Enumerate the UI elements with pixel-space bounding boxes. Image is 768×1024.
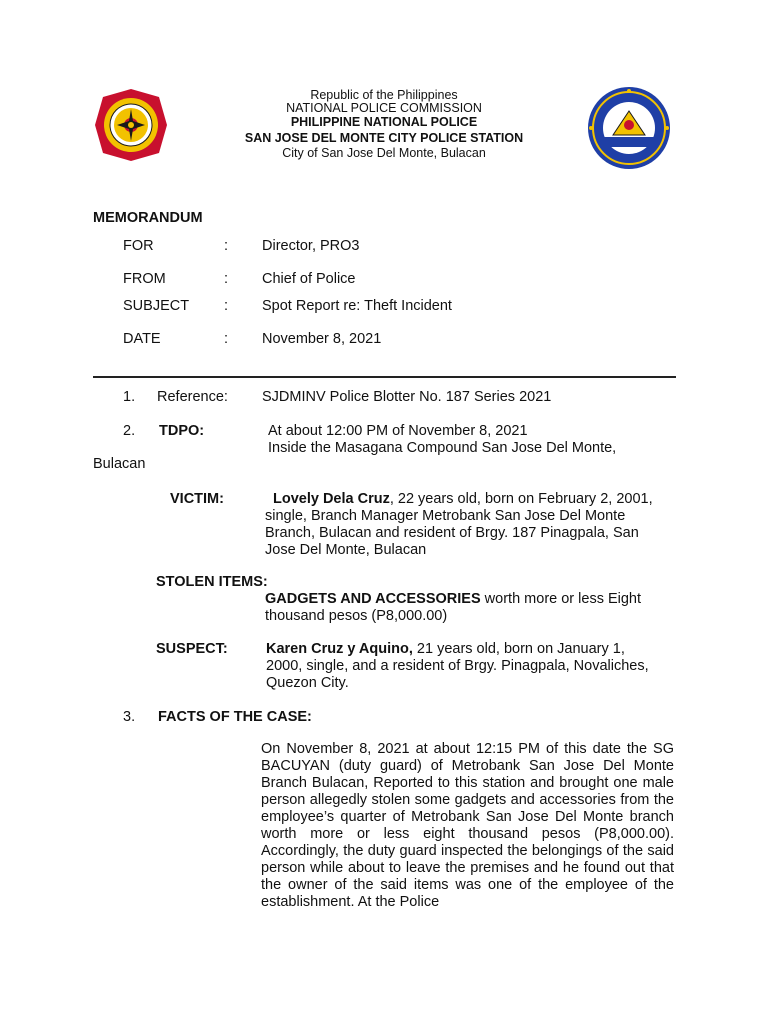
memo-value: Spot Report re: Theft Incident bbox=[262, 298, 452, 314]
memo-colon: : bbox=[224, 298, 229, 314]
memo-label: FROM bbox=[123, 271, 166, 287]
tdpo-time: At about 12:00 PM of November 8, 2021 bbox=[268, 423, 528, 439]
header-agency: PHILIPPINE NATIONAL POLICE bbox=[290, 115, 478, 129]
suspect-line1 bbox=[266, 641, 625, 657]
memo-value: November 8, 2021 bbox=[262, 331, 382, 347]
item-number: 1. bbox=[123, 389, 136, 405]
item-number: 2. bbox=[123, 423, 136, 439]
victim-line3: Branch, Bulacan and resident of Brgy. 187 Pinagpala, San bbox=[265, 525, 639, 541]
memo-colon: : bbox=[224, 238, 229, 254]
memo-colon: : bbox=[224, 331, 229, 347]
memo-value: Director, PRO3 bbox=[262, 238, 360, 254]
victim-line2: single, Branch Manager Metrobank San Jose Del Monte bbox=[265, 508, 626, 524]
facts-paragraph: On November 8, 2021 at about 12:15 PM of this date the SG BACUYAN (duty guard) of Metrobank San Jose Del Monte Branch Bulacan, Reported to this station and brought one male person allegedly stolen some gadgets and accessories from the employee’s quarter of Metrobank San Jose Del Monte branch worth more or less eight thousand pesos (P8,000.00). Accordingly, the duty guard inspected the belongings of the said person while about to leave the premises and he found out that the owner of the said items was one of the employee of the establishment. At the Police bbox=[261, 741, 674, 910]
header-republic: Republic of the Philippines bbox=[310, 88, 458, 102]
tdpo-place: Inside the Masagana Compound San Jose Del Monte, bbox=[268, 440, 617, 456]
header-station: SAN JOSE DEL MONTE CITY POLICE STATION bbox=[244, 131, 524, 145]
item-number: 3. bbox=[123, 709, 136, 725]
stolen-items-label: STOLEN ITEMS: bbox=[156, 574, 268, 590]
reference-value: SJDMINV Police Blotter No. 187 Series 2021 bbox=[262, 389, 552, 405]
header-city: City of San Jose Del Monte, Bulacan bbox=[282, 146, 486, 160]
memo-value: Chief of Police bbox=[262, 271, 356, 287]
tdpo-label: TDPO: bbox=[159, 423, 205, 439]
header-commission: NATIONAL POLICE COMMISSION bbox=[286, 101, 482, 115]
suspect-details: 21 years old, born on January 1, bbox=[412, 641, 625, 657]
stolen-item-name: GADGETS AND ACCESSORIES bbox=[265, 591, 481, 607]
memo-label: SUBJECT bbox=[123, 298, 190, 314]
stolen-item-worth: worth more or less Eight bbox=[480, 591, 642, 607]
memo-title: MEMORANDUM bbox=[93, 210, 203, 226]
victim-label: VICTIM: bbox=[170, 491, 224, 507]
suspect-name: Karen Cruz y Aquino, bbox=[266, 641, 413, 657]
reference-label: Reference: bbox=[157, 389, 228, 405]
stolen-items-line1 bbox=[265, 591, 641, 607]
memo-label: FOR bbox=[123, 238, 154, 254]
victim-details: , 22 years old, born on February 2, 2001, bbox=[389, 491, 653, 507]
victim-line1 bbox=[273, 491, 653, 507]
facts-label: FACTS OF THE CASE: bbox=[158, 709, 312, 725]
suspect-line2: 2000, single, and a resident of Brgy. Pinagpala, Novaliches, bbox=[266, 658, 649, 674]
memo-colon: : bbox=[224, 271, 229, 287]
stolen-items-line2: thousand pesos (P8,000.00) bbox=[265, 608, 448, 624]
victim-name: Lovely Dela Cruz bbox=[273, 491, 390, 507]
tdpo-place-cont: Bulacan bbox=[93, 456, 146, 472]
suspect-line3: Quezon City. bbox=[266, 675, 349, 691]
victim-line4: Jose Del Monte, Bulacan bbox=[265, 542, 427, 558]
memo-label: DATE bbox=[123, 331, 161, 347]
divider-line bbox=[93, 376, 676, 378]
suspect-label: SUSPECT: bbox=[156, 641, 228, 657]
